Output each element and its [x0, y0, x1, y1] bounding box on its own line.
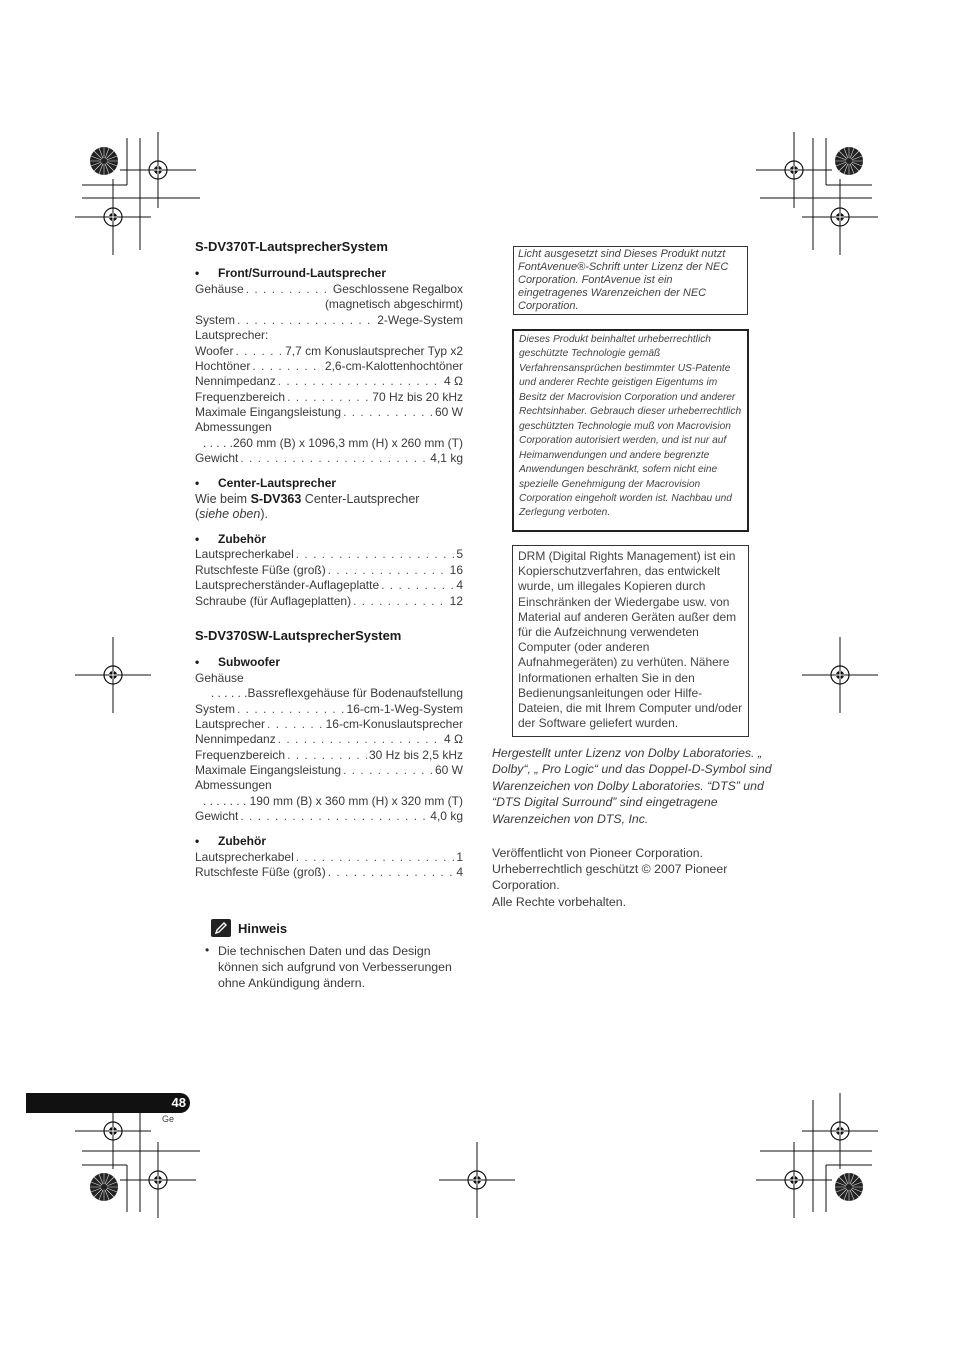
center-post: Center-Lautsprecher	[301, 492, 420, 506]
spec-value-cont: (magnetisch abgeschirmt)	[324, 297, 463, 311]
spec-label: Gewicht	[195, 809, 239, 823]
center-heading: Center-Lautsprecher	[218, 476, 337, 490]
publisher-line-3: Alle Rechte vorbehalten.	[492, 895, 626, 909]
bullet-zubehoer-1: • Zubehör	[195, 532, 266, 546]
item-label: Lautsprecherkabel	[195, 850, 294, 864]
spec-row-max-leistung	[195, 763, 463, 778]
spec-label: System	[195, 313, 236, 327]
spec-row-system	[195, 313, 463, 328]
publisher-line-1: Veröffentlicht von Pioneer Corporation.	[492, 846, 703, 860]
spec-label: Woofer	[195, 344, 234, 358]
spec-label: Nennimpedanz	[195, 732, 276, 746]
spec-row-woofer	[195, 344, 463, 359]
spec-label: Gewicht	[195, 451, 239, 465]
spec-row-gewicht	[195, 451, 463, 466]
spec-label: Frequenzbereich	[195, 390, 286, 404]
spec-abmessungen-label: Abmessungen	[195, 778, 272, 792]
page-number: 48	[171, 1095, 186, 1110]
spec-row-nennimpedanz	[195, 374, 463, 389]
item-label: Rutschfeste Füße (groß)	[195, 865, 326, 879]
spec-label: System	[195, 702, 236, 716]
spec-label: Maximale Eingangsleistung	[195, 763, 342, 777]
subwoofer-heading: Subwoofer	[218, 655, 280, 669]
paren-open: (	[195, 507, 200, 521]
language-code: Ge	[162, 1114, 175, 1124]
dolby-dts-notice: Hergestellt unter Lizenz von Dolby Laboratories. „ Dolby“, „ Pro Logic“ und das Doppel-D-Symbol sind Warenzeichen von Dolby Laboratories. “DTS” und “DTS Digital Surround” sind eingetragene Warenzeichen von DTS, Inc.	[492, 746, 772, 826]
zubehoer-row	[195, 578, 463, 593]
spec-row-lautsprecher	[195, 717, 463, 732]
zubehoer-row	[195, 865, 463, 880]
center-text	[195, 492, 463, 507]
spec-abmessungen-value: . . . . . . . 190 mm (B) x 360 mm (H) x 320 mm (T)	[202, 794, 463, 808]
note-bullet: •	[205, 943, 210, 957]
spec-gehaeuse-value: . . . . . .Bassreflexgehäuse für Bodenaufstellung	[210, 686, 463, 700]
spec-value: 70 Hz bis 20 kHz	[372, 390, 463, 404]
paren-close: ).	[260, 507, 268, 521]
publisher-line-2: Urheberrechtlich geschützt © 2007 Pioneer Corporation.	[492, 862, 728, 893]
spec-value: 4,0 kg	[430, 809, 463, 823]
spec-value: 16-cm-Konuslautsprecher	[325, 717, 463, 731]
note-text: Die technischen Daten und das Design können sich aufgrund von Verbesserungen ohne Ankündigung ändern.	[218, 944, 452, 990]
spec-lautsprecher: Lautsprecher:	[195, 328, 269, 342]
item-count: 16	[449, 563, 463, 577]
bullet-subwoofer: • Subwoofer	[195, 655, 280, 669]
spec-label: Frequenzbereich	[195, 748, 286, 762]
item-count: 5	[456, 547, 463, 561]
spec-row-system	[195, 702, 463, 717]
spec-value: 60 W	[434, 763, 463, 777]
spec-label: Nennimpedanz	[195, 374, 276, 388]
item-label: Lautsprecherkabel	[195, 547, 294, 561]
item-count: 4	[456, 578, 463, 592]
item-count: 4	[456, 865, 463, 879]
spec-abmessungen-label: Abmessungen	[195, 420, 272, 434]
zubehoer-row	[195, 547, 463, 562]
zubehoer-row	[195, 563, 463, 578]
spec-value: 7,7 cm Konuslautsprecher Typ x2	[285, 344, 463, 358]
fontavenue-notice-box: Licht ausgesetzt sind Dieses Produkt nutzt FontAvenue®-Schrift unter Lizenz der NEC Corporation. FontAvenue ist ein eingetragenes Warenzeichen der NEC Corporation.	[513, 246, 748, 315]
item-label: Lautsprecherständer-Auflageplatte	[195, 578, 380, 592]
spec-row-gehaeuse	[195, 282, 463, 297]
bullet-center: • Center-Lautsprecher	[195, 476, 337, 490]
item-count: 12	[449, 594, 463, 608]
spec-value: 2,6-cm-Kalottenhochtöner	[324, 359, 463, 373]
spec-value: Geschlossene Regalbox	[332, 282, 463, 296]
zubehoer-row	[195, 594, 463, 609]
item-count: 1	[456, 850, 463, 864]
spec-row-frequenz	[195, 390, 463, 405]
siehe-oben: siehe oben	[199, 507, 261, 521]
bullet-front-surround: • Front/Surround-Lautsprecher	[195, 266, 387, 280]
center-model: S-DV363	[250, 492, 302, 506]
spec-value: 60 W	[434, 405, 463, 419]
pencil-note-icon	[211, 919, 231, 937]
spec-row-frequenz	[195, 748, 463, 763]
section-title-s-dv370t: S-DV370T-LautsprecherSystem	[195, 239, 388, 254]
drm-notice-box: DRM (Digital Rights Management) ist ein Kopierschutzverfahren, das entwickelt wurde, um illegales Kopieren durch Einschränken der Wiedergabe usw. von Material auf anderen Geräten außer dem für die Aufzeichnung verwendeten Computer (oder anderen Aufnahmegeräten) zu verhüten. Nähere Informationen erhalten Sie in den Bedienungsanleitungen oder Hilfe-Dateien, die mit Ihrem Computer und/oder der Software geliefert wurden.	[512, 545, 749, 737]
spec-label: Lautsprecher	[195, 717, 266, 731]
section-title-s-dv370sw: S-DV370SW-LautsprecherSystem	[195, 628, 402, 643]
spec-label: Hochtöner	[195, 359, 251, 373]
spec-value: 16-cm-1-Weg-System	[346, 702, 463, 716]
zubehoer-heading: Zubehör	[218, 834, 266, 848]
spec-value: 4,1 kg	[430, 451, 463, 465]
spec-label: Gehäuse	[195, 282, 244, 296]
zubehoer-heading: Zubehör	[218, 532, 266, 546]
zubehoer-row	[195, 850, 463, 865]
spec-row-gewicht	[195, 809, 463, 824]
spec-value: 2-Wege-System	[377, 313, 463, 327]
spec-gehaeuse-label: Gehäuse	[195, 671, 244, 685]
note-title: Hinweis	[238, 921, 288, 936]
spec-label: Maximale Eingangsleistung	[195, 405, 342, 419]
spec-row-nennimpedanz	[195, 732, 463, 747]
spec-value: 4 Ω	[444, 732, 463, 746]
item-label: Rutschfeste Füße (groß)	[195, 563, 326, 577]
spec-row-max-leistung	[195, 405, 463, 420]
center-siehe	[195, 507, 463, 522]
macrovision-notice-box: Dieses Produkt beinhaltet urheberrechtlich geschützte Technologie gemäß Verfahrensansprüchen bestimmter US-Patente und anderer Rechte geistigen Eigentums im Besitz der Macrovision Corporation und anderer Rechtsinhaber. Gebrauch dieser urheberrechtlich geschützten Technologie muß von Macrovision Corporation autorisiert werden, und ist nur auf Heimanwendungen und andere begrenzte Anwendungen beschränkt, sofern nicht eine spezielle Genehmigung der Macrovision Corporation eingeholt worden ist. Nachbau und Zerlegung verboten.	[512, 329, 749, 532]
center-pre: Wie beim	[195, 492, 251, 506]
bullet-zubehoer-2: • Zubehör	[195, 834, 266, 848]
spec-abmessungen-value: . . . . .260 mm (B) x 1096,3 mm (H) x 260 mm (T)	[202, 436, 463, 450]
item-label: Schraube (für Auflageplatten)	[195, 594, 352, 608]
spec-value: 30 Hz bis 2,5 kHz	[368, 748, 463, 762]
spec-row-hochtoener	[195, 359, 463, 374]
spec-value: 4 Ω	[444, 374, 463, 388]
front-heading: Front/Surround-Lautsprecher	[218, 266, 387, 280]
